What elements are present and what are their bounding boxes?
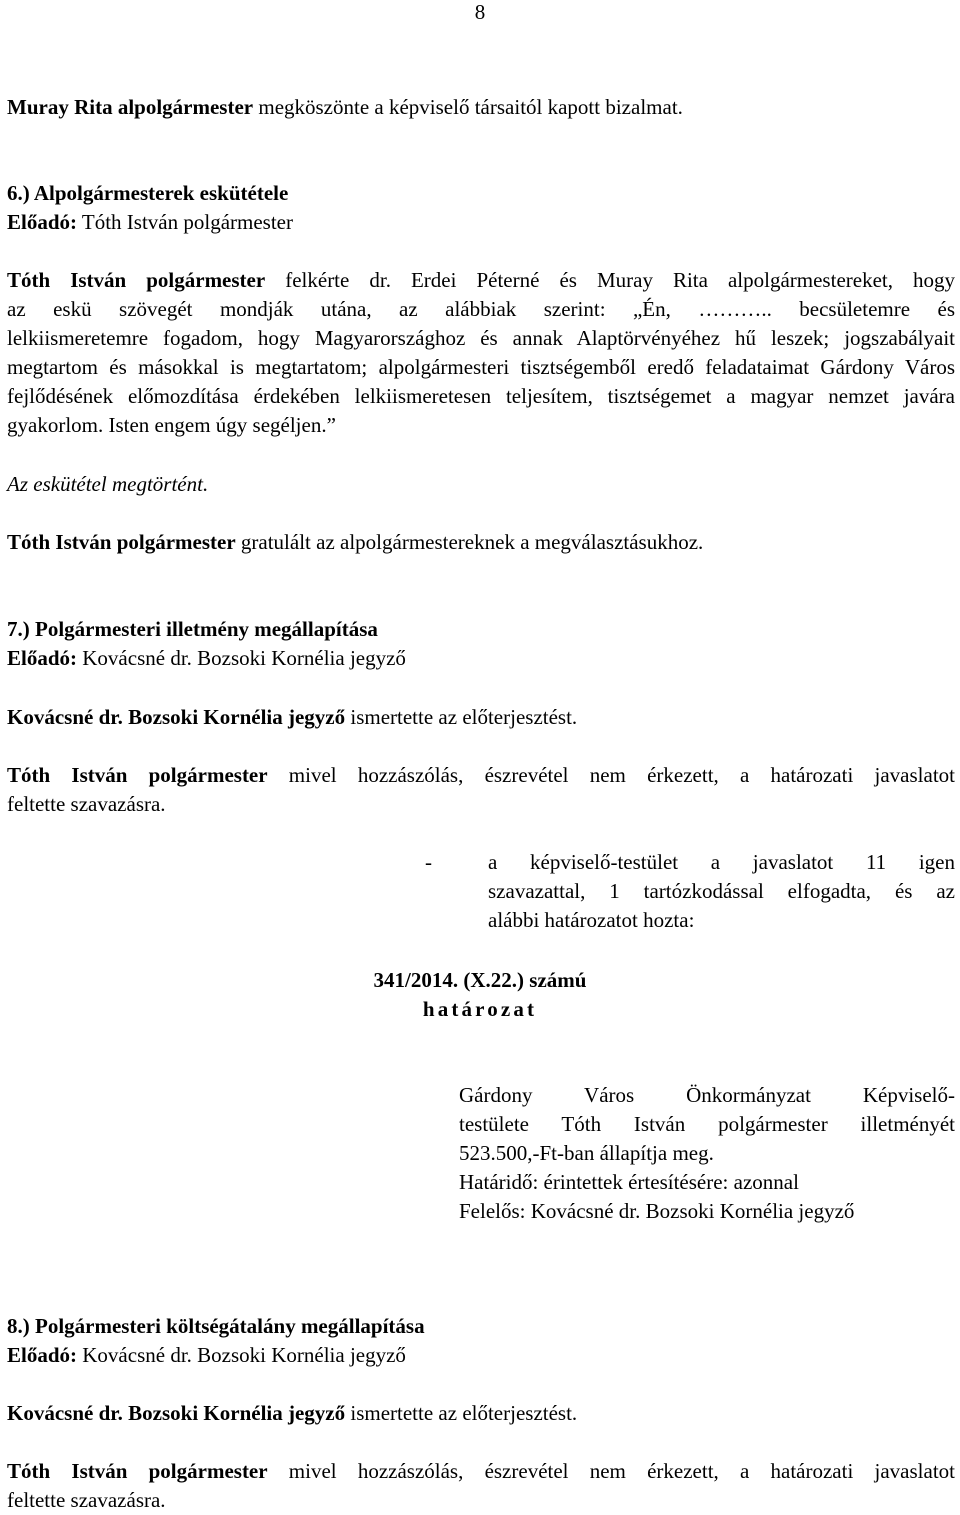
agenda-item-8 bbox=[7, 1312, 955, 1370]
decision-line-2: testülete Tóth István polgármester illetményét bbox=[459, 1112, 955, 1136]
vote-result-line-3: alábbi határozatot hozta: bbox=[488, 908, 695, 932]
paragraph-text: gratulált az alpolgármestereknek a megválasztásukhoz. bbox=[235, 530, 704, 554]
oath-line-1 bbox=[7, 266, 955, 295]
decision-deadline: Határidő: érintettek értesítésére: azonnal bbox=[459, 1170, 799, 1194]
paragraph-text: megköszönte a képviselő társaitól kapott bizalmat. bbox=[253, 95, 683, 119]
vote-call-line-1 bbox=[7, 761, 955, 790]
speaker-name: Tóth István polgármester bbox=[7, 530, 236, 554]
presenter-line bbox=[7, 208, 955, 237]
presentation-paragraph-2 bbox=[7, 1399, 955, 1428]
decision-title: határozat bbox=[422, 997, 538, 1021]
speaker-name: Tóth István polgármester bbox=[7, 763, 268, 787]
presentation-paragraph bbox=[7, 703, 955, 732]
speaker-name: Kovácsné dr. Bozsoki Kornélia jegyző bbox=[7, 705, 346, 729]
agenda-item-7 bbox=[7, 615, 955, 673]
vote-result-line-1: a képviselő-testület a javaslatot 11 igen bbox=[488, 850, 955, 874]
presenter-name: Tóth István polgármester bbox=[77, 210, 293, 234]
decision-body bbox=[459, 1081, 955, 1226]
thanks-paragraph bbox=[7, 93, 955, 122]
vote-result-line-2: szavazattal, 1 tartózkodással elfogadta, és az bbox=[488, 879, 955, 903]
list-dash: - bbox=[425, 850, 432, 874]
paragraph-text: ismertette az előterjesztést. bbox=[345, 1401, 578, 1425]
vote-call-line-1 bbox=[7, 1457, 955, 1486]
speaker-name: Muray Rita alpolgármester bbox=[7, 95, 254, 119]
oath-completed bbox=[7, 470, 955, 499]
vote-call-paragraph-2 bbox=[7, 1457, 955, 1515]
vote-call-paragraph bbox=[7, 761, 955, 819]
presenter-name: Kovácsné dr. Bozsoki Kornélia jegyző bbox=[77, 1343, 406, 1367]
presenter-label: Előadó: bbox=[7, 646, 78, 670]
oath-text-1: felkérte dr. Erdei Péterné és Muray Rita alpolgármestereket, hogy bbox=[265, 268, 955, 292]
vote-result bbox=[488, 848, 955, 935]
vote-call-line-2: feltette szavazásra. bbox=[7, 792, 166, 816]
paragraph-text: ismertette az előterjesztést. bbox=[345, 705, 578, 729]
vote-call-text-1: mivel hozzászólás, észrevétel nem érkezett, a határozati javaslatot bbox=[267, 763, 955, 787]
page-number: 8 bbox=[474, 0, 486, 24]
oath-completed-text: Az eskütétel megtörtént. bbox=[7, 472, 209, 496]
presenter-label: Előadó: bbox=[7, 1343, 78, 1367]
oath-text-rest: lelkiismeretemre fogadom, hogy Magyarországhoz és annak Alaptörvényéhez hű leszek; jogszabályait megtartom és másokkal is megtartatom; alpolgármesteri tisztségemből eredő feladataimat Gárdony Város fejlődésének előmozdítása érdekében lelkiismeretesen teljesítem, tisztségemet a magyar nemzet javára gyakorlom. Isten engem úgy segéljen.” bbox=[7, 326, 955, 437]
agenda-title: 8.) Polgármesteri költségátalány megállapítása bbox=[7, 1314, 425, 1338]
oath-paragraph bbox=[7, 266, 955, 440]
speaker-name: Kovácsné dr. Bozsoki Kornélia jegyző bbox=[7, 1401, 346, 1425]
decision-number: 341/2014. (X.22.) számú bbox=[373, 968, 587, 992]
decision-line-3: 523.500,-Ft-ban állapítja meg. bbox=[459, 1141, 714, 1165]
agenda-title: 6.) Alpolgármesterek eskütétele bbox=[7, 181, 289, 205]
vote-call-text-1: mivel hozzászólás, észrevétel nem érkezett, a határozati javaslatot bbox=[267, 1459, 955, 1483]
agenda-item-6 bbox=[7, 179, 955, 237]
speaker-name: Tóth István polgármester bbox=[7, 1459, 268, 1483]
speaker-name: Tóth István polgármester bbox=[7, 268, 266, 292]
oath-line-2: az eskü szövegét mondják utána, az alábbiak szerint: „Én, ……….. becsületemre és bbox=[7, 297, 955, 321]
presenter-line bbox=[7, 644, 955, 673]
presenter-line bbox=[7, 1341, 955, 1370]
decision-line-1: Gárdony Város Önkormányzat Képviselő- bbox=[459, 1083, 955, 1107]
congratulation-paragraph bbox=[7, 528, 955, 557]
agenda-title: 7.) Polgármesteri illetmény megállapítása bbox=[7, 617, 378, 641]
presenter-name: Kovácsné dr. Bozsoki Kornélia jegyző bbox=[77, 646, 406, 670]
decision-responsible: Felelős: Kovácsné dr. Bozsoki Kornélia jegyző bbox=[459, 1199, 855, 1223]
presenter-label: Előadó: bbox=[7, 210, 78, 234]
vote-call-line-2: feltette szavazásra. bbox=[7, 1488, 166, 1512]
